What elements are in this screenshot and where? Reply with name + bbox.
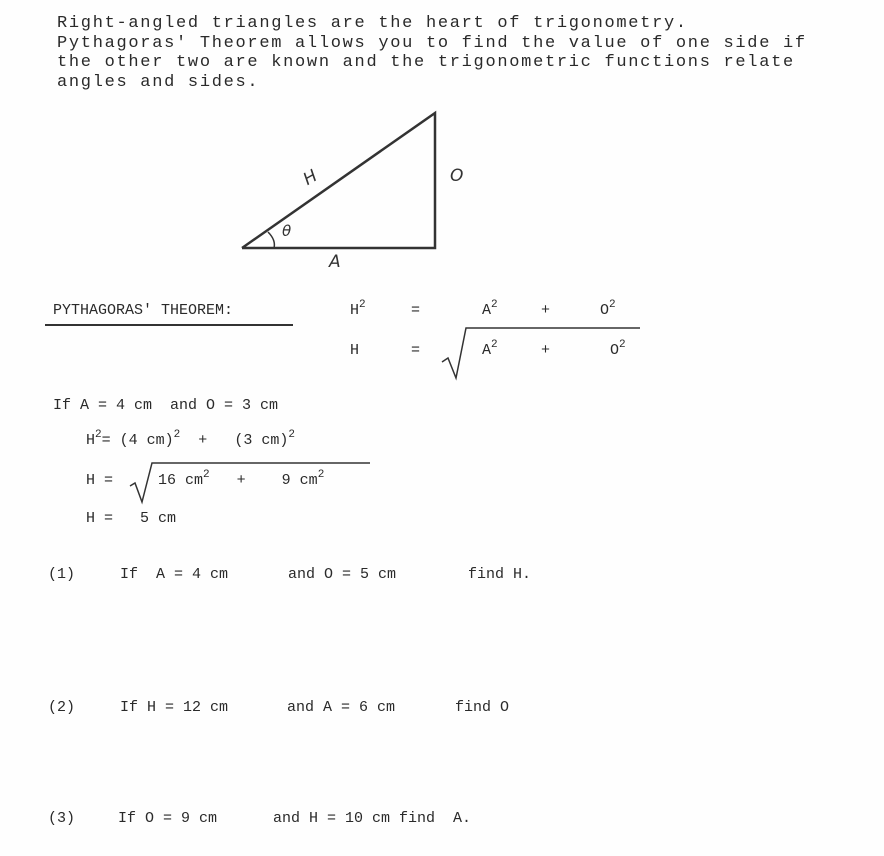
question-text: If O = 9 cm — [118, 810, 218, 827]
theorem-o-squared: $O^2$ — [610, 339, 626, 359]
intro-line: angles and sides. — [57, 72, 260, 92]
question-text: If A = 4 cm — [120, 566, 229, 583]
angle-arc — [268, 232, 274, 248]
theorem-o-squared: $O^2$ — [600, 299, 616, 319]
intro-line: Right-angled triangles are the heart of trigonometry. — [57, 14, 688, 33]
triangle-outline — [242, 113, 435, 248]
opposite-label: O — [450, 166, 464, 186]
hypotenuse-label: H — [299, 166, 321, 190]
question-number: (1) — [48, 566, 76, 583]
question-text: and A = 6 cm — [287, 699, 396, 716]
example-step-2-rhs: 16 $cm^2$ + 9 $cm^2$ — [158, 469, 325, 489]
equals-sign: = — [411, 302, 421, 319]
example-step-3: H = 5 cm — [86, 510, 177, 527]
question-number: (2) — [48, 699, 76, 716]
plus-sign: + — [541, 342, 551, 359]
question-text: find H. — [468, 566, 532, 583]
question-text: and H = 10 cm find A. — [273, 810, 472, 827]
right-triangle-diagram — [0, 0, 884, 300]
question-number: (3) — [48, 810, 76, 827]
theorem-heading: PYTHAGORAS' THEOREM: — [53, 302, 234, 319]
intro-line: the other two are known and the trigonometric functions relate — [57, 53, 795, 72]
question-text: If H = 12 cm — [120, 699, 229, 716]
theorem-a-squared: $A^2$ — [482, 299, 498, 319]
intro-line: Pythagoras' Theorem allows you to find the value of one side if — [57, 33, 807, 53]
equals-sign: = — [411, 342, 421, 359]
example-given: If A = 4 cm and O = 3 cm — [53, 397, 279, 414]
theorem-a-squared: $A^2$ — [482, 339, 498, 359]
angle-label: θ — [282, 222, 292, 240]
example-step-2-lhs: H = — [86, 472, 114, 489]
question-text: find O — [455, 699, 510, 716]
question-text: and O = 5 cm — [288, 566, 397, 583]
plus-sign: + — [541, 302, 551, 319]
theorem-h-squared: $H^2$ — [350, 299, 366, 319]
adjacent-label: A — [329, 252, 341, 272]
theorem-h: H — [350, 342, 360, 359]
example-step-1: $H^2= (4$ cm)$^2$ + (3 cm)$^2$ — [86, 429, 295, 449]
heading-underline — [45, 324, 293, 326]
